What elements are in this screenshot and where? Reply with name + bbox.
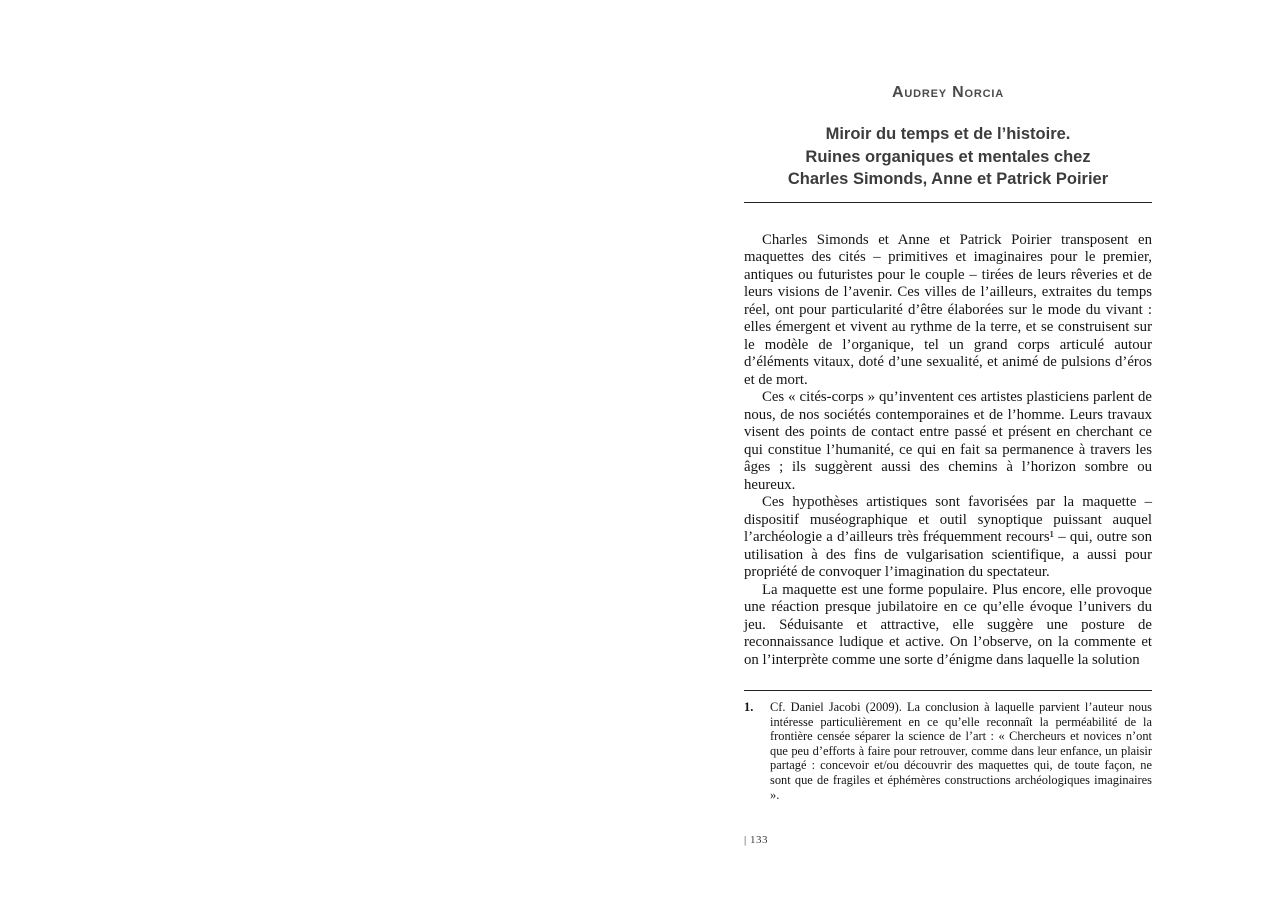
article-paragraph: La maquette est une forme populaire. Plus encore, elle provoque une réaction presque jubilatoire en ce qu’elle évoque l’univers du jeu. Séduisante et attractive, elle suggère une posture de reconnaissance ludique et active. On l’observe, on la commente et on l’interprète comme une sorte d’énigme dans laquelle la solution xyxy=(744,581,1152,668)
footnote-item xyxy=(744,700,1152,802)
footnote-text: Cf. Daniel Jacobi (2009). La conclusion à laquelle parvient l’auteur nous intéresse particulièrement en ce qu’elle reconnaît la perméabilité de la frontière censée séparer la science de l’art : « Chercheurs et novices n’ont que peu d’efforts à faire pour retrouver, comme dans leur enfance, un plaisir partagé : concevoir et/ou découvrir des maquettes qui, de toute façon, ne sont que de fragiles et éphémères constructions archéologiques imaginaires ». xyxy=(770,700,1152,802)
article-title-line-3: Charles Simonds, Anne et Patrick Poirier xyxy=(787,170,1109,188)
footnote-number: 1. xyxy=(744,700,754,714)
article-title-line-2: Ruines organiques et mentales chez xyxy=(805,147,1091,166)
page-number: | 133 xyxy=(744,834,768,846)
article-title xyxy=(744,123,1152,191)
footnote-divider xyxy=(744,690,1152,691)
article-paragraph: Ces « cités-corps » qu’inventent ces artistes plasticiens parlent de nous, de nos sociétés contemporaines et de l’homme. Leurs travaux visent des points de contact entre passé et présent en cherchant ce qui constitue l’humanité, ce qui en fait sa permanence à travers les âges ; ils suggèrent aussi des chemins à l’horizon sombre ou heureux. xyxy=(744,389,1152,493)
article-paragraph: Charles Simonds et Anne et Patrick Poirier transposent en maquettes des cités – primitives et imaginaires pour le premier, antiques ou futuristes pour le couple – tirées de leurs rêveries et de leurs visions de l’avenir. Ces villes de l’ailleurs, extraites du temps réel, ont pour particularité d’être élaborées sur le mode du vivant : elles émergent et vivent au rythme de la terre, et se construisent sur le modèle de l’organique, tel un grand corps articulé autour d’éléments vitaux, doté d’une sexualité, et animé de pulsions d’éros et de mort. xyxy=(744,231,1152,388)
author-heading: Audrey Norcia xyxy=(892,84,1004,101)
text-column xyxy=(744,84,1152,846)
article-title-line-1: Miroir du temps et de l’histoire. xyxy=(825,125,1071,143)
footnote-block xyxy=(744,690,1152,802)
article-paragraph: Ces hypothèses artistiques sont favorisées par la maquette – dispositif muséographique et outil synoptique puissant auquel l’archéologie a d’ailleurs très fréquemment recours¹ – qui, outre son utilisation à des fins de vulgarisation scientifique, a aussi pour propriété de convoquer l’imagination du spectateur. xyxy=(744,494,1152,580)
title-divider xyxy=(744,202,1152,203)
article-body xyxy=(744,232,1152,670)
